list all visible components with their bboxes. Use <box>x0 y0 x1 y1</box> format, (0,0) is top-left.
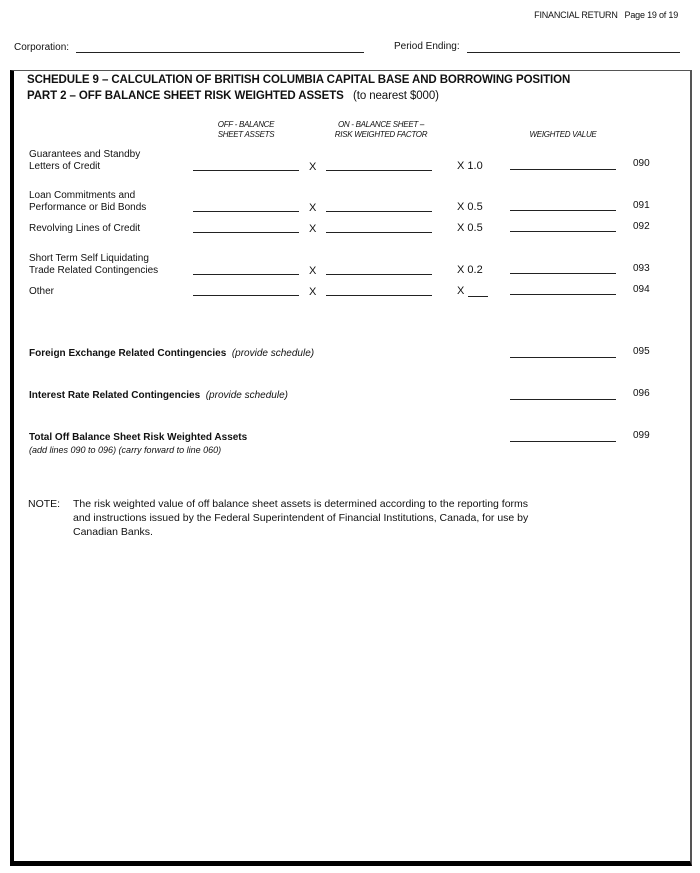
row-090-label-line1: Guarantees and Standby <box>29 149 141 160</box>
row-093-factor-field[interactable] <box>326 274 432 275</box>
row-096-code: 096 <box>633 388 650 399</box>
part-title-text: PART 2 – OFF BALANCE SHEET RISK WEIGHTED ASSETS <box>27 90 344 102</box>
row-093-code: 093 <box>633 263 650 274</box>
row-093-label <box>29 253 158 277</box>
row-096-label <box>29 390 288 402</box>
col-header-on-balance-line2: RISK WEIGHTED FACTOR <box>334 130 428 139</box>
row-099-label-text: Total Off Balance Sheet Risk Weighted Assets <box>29 432 248 443</box>
row-091-factor-field[interactable] <box>326 211 432 212</box>
row-090-weighted-field[interactable] <box>510 169 616 170</box>
row-091-code: 091 <box>633 200 650 211</box>
row-094-label: Other <box>29 286 55 297</box>
row-093-label-line2: Trade Related Contingencies <box>29 265 159 276</box>
row-099-code: 099 <box>633 430 650 441</box>
row-091-label <box>29 190 146 214</box>
row-096-note: (provide schedule) <box>205 390 288 401</box>
row-094-factor-input[interactable] <box>468 296 488 297</box>
row-094-factor-field[interactable] <box>326 295 432 296</box>
row-094-multiply: X <box>309 286 317 298</box>
row-092-factor-field[interactable] <box>326 232 432 233</box>
part-title <box>27 90 439 102</box>
row-090-factor: X 1.0 <box>457 160 483 172</box>
row-093-weighted-field[interactable] <box>510 273 616 274</box>
page-number: Page 19 of 19 <box>624 10 678 20</box>
row-095-label <box>29 348 314 360</box>
schedule-title: SCHEDULE 9 – CALCULATION OF BRITISH COLUMBIA CAPITAL BASE AND BORROWING POSITION <box>27 74 571 86</box>
row-093-factor: X 0.2 <box>457 264 483 276</box>
row-090-code: 090 <box>633 158 650 169</box>
col-header-off-balance-line1: OFF - BALANCE <box>217 120 275 129</box>
row-090-factor-field[interactable] <box>326 170 432 171</box>
col-header-off-balance-line2: SHEET ASSETS <box>217 130 275 139</box>
note-label: NOTE: <box>28 498 61 510</box>
row-092-weighted-field[interactable] <box>510 231 616 232</box>
corporation-field[interactable] <box>76 52 364 53</box>
row-090-label <box>29 149 140 173</box>
row-091-label-line2: Performance or Bid Bonds <box>29 202 147 213</box>
row-093-label-line1: Short Term Self Liquidating <box>29 253 149 264</box>
row-091-weighted-field[interactable] <box>510 210 616 211</box>
row-099-label <box>29 432 247 456</box>
row-095-note: (provide schedule) <box>231 348 315 359</box>
note-text <box>73 497 633 539</box>
row-094-off-balance-field[interactable] <box>193 295 299 296</box>
period-ending-label: Period Ending: <box>394 41 460 52</box>
row-092-label: Revolving Lines of Credit <box>29 223 141 234</box>
row-090-off-balance-field[interactable] <box>193 170 299 171</box>
row-095-code: 095 <box>633 346 650 357</box>
row-099-weighted-field[interactable] <box>510 441 616 442</box>
row-094-factor: X <box>457 285 465 297</box>
corporation-label: Corporation: <box>14 42 70 53</box>
row-094-code: 094 <box>633 284 650 295</box>
row-096-weighted-field[interactable] <box>510 399 616 400</box>
form-title: FINANCIAL RETURN <box>534 10 618 20</box>
row-094-weighted-field[interactable] <box>510 294 616 295</box>
row-092-multiply: X <box>309 223 317 235</box>
row-091-label-line1: Loan Commitments and <box>29 190 136 201</box>
note-line-2: and instructions issued by the Federal Superintendent of Financial Institutions, Canada, for use by <box>73 512 529 524</box>
period-ending-field[interactable] <box>467 52 680 53</box>
col-header-on-balance <box>322 120 440 140</box>
row-091-factor: X 0.5 <box>457 201 483 213</box>
note-line-1: The risk weighted value of off balance sheet assets is determined according to the reporting forms <box>73 498 529 510</box>
row-099-note: (add lines 090 to 096) (carry forward to line 060) <box>29 445 222 455</box>
col-header-on-balance-line1: ON - BALANCE SHEET – <box>337 120 425 129</box>
row-092-off-balance-field[interactable] <box>193 232 299 233</box>
col-header-off-balance <box>200 120 292 140</box>
page-header <box>534 10 678 20</box>
row-095-weighted-field[interactable] <box>510 357 616 358</box>
row-093-multiply: X <box>309 265 317 277</box>
row-092-factor: X 0.5 <box>457 222 483 234</box>
row-090-multiply: X <box>309 161 317 173</box>
col-header-weighted-value: WEIGHTED VALUE <box>529 130 597 139</box>
row-093-off-balance-field[interactable] <box>193 274 299 275</box>
row-091-off-balance-field[interactable] <box>193 211 299 212</box>
note-line-3: Canadian Banks. <box>73 526 153 538</box>
row-091-multiply: X <box>309 202 317 214</box>
row-092-code: 092 <box>633 221 650 232</box>
row-096-label-text: Interest Rate Related Contingencies <box>29 390 201 401</box>
row-095-label-text: Foreign Exchange Related Contingencies <box>29 348 227 359</box>
part-title-note: (to nearest $000) <box>353 90 439 102</box>
row-090-label-line2: Letters of Credit <box>29 161 101 172</box>
